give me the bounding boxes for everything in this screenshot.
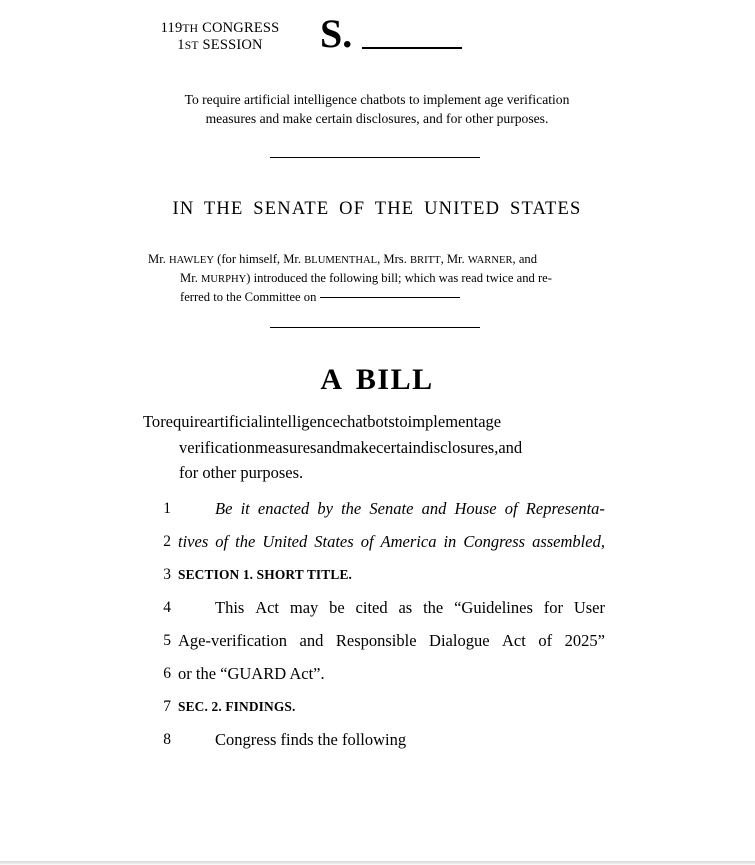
bill-body xyxy=(143,497,605,761)
line-text-short-title-3: or the “GUARD Act”. xyxy=(178,664,325,683)
section-heading-findings: SEC. 2. FINDINGS. xyxy=(178,699,296,714)
line-text-enacting-1: Be it enacted by the Senate and House of Representa- xyxy=(215,499,605,518)
purpose-line-2: measures and make certain disclosures, and for other purposes. xyxy=(205,110,549,126)
bill-line xyxy=(143,629,605,662)
sponsor-line-1 xyxy=(148,250,603,269)
line-text-short-title-2: Age-verification and Responsible Dialogue Act of 2025” xyxy=(178,631,605,650)
sponsor-text-5: ) introduced the following bill; which was read twice and re- xyxy=(246,271,552,286)
chamber-word-senate: SENATE xyxy=(253,199,330,219)
chamber-word-in: IN xyxy=(172,199,195,219)
session-line xyxy=(145,37,295,54)
purpose-line-1: To require artificial intelligence chatbots to implement age verification xyxy=(184,92,570,107)
session-number: 1 xyxy=(177,37,185,54)
line-number: 5 xyxy=(163,632,171,649)
session-ordinal-suffix: ST xyxy=(184,39,199,53)
sponsor-name-warner: WARNER xyxy=(467,255,513,266)
sponsor-name-blumenthal: BLUMENTHAL xyxy=(304,255,378,266)
sponsor-name-murphy: MURPHY xyxy=(201,274,247,286)
line-text-short-title-1: This Act may be cited as the “Guidelines for User xyxy=(215,598,605,617)
page-bottom-edge xyxy=(0,861,755,865)
sponsor-line-3 xyxy=(148,288,603,307)
sponsor-text-3: , Mr. xyxy=(440,252,468,266)
sponsor-text-4: , and xyxy=(512,252,538,266)
bill-purpose-line-2: verificationmeasuresandmakecertaindisclosures,and xyxy=(179,437,523,457)
bill-line xyxy=(143,662,605,695)
chamber-word-the-1: THE xyxy=(203,199,244,219)
sponsor-line-2 xyxy=(148,269,603,288)
horizontal-rule-lower xyxy=(270,327,480,328)
line-text-findings-intro: Congress finds the following xyxy=(215,730,407,749)
congress-ordinal-suffix: TH xyxy=(182,22,199,35)
line-number: 4 xyxy=(163,599,171,616)
chamber-word-of: OF xyxy=(339,199,366,219)
line-number: 8 xyxy=(163,731,171,748)
bill-line xyxy=(143,728,605,761)
bill-line xyxy=(143,497,605,530)
line-number: 3 xyxy=(163,566,171,583)
session-word: SESSION xyxy=(198,37,263,54)
line-number: 1 xyxy=(163,500,171,517)
bill-purpose-line-3: for other purposes. xyxy=(179,463,304,483)
bill-line xyxy=(143,695,605,728)
bill-line xyxy=(143,530,605,563)
bill-purpose-line-1: Torequireartificialintelligencechatbotstoimplementage xyxy=(143,412,502,431)
congress-session-block xyxy=(145,20,295,54)
masthead xyxy=(145,11,605,75)
committee-referral-text: ferred to the Committee on xyxy=(180,290,317,305)
senate-bill-prefix: S. xyxy=(320,11,353,56)
bill-number-blank-line[interactable] xyxy=(362,46,462,49)
section-heading-short-title: SECTION 1. SHORT TITLE. xyxy=(178,567,353,582)
chamber-word-states: STATES xyxy=(510,199,582,219)
bill-line xyxy=(143,596,605,629)
sponsor-text-2: , Mrs. xyxy=(377,252,410,266)
sponsor-name-hawley: HAWLEY xyxy=(169,255,214,266)
line-number: 6 xyxy=(163,665,171,682)
line-number: 2 xyxy=(163,533,171,550)
chamber-heading xyxy=(153,199,601,220)
chamber-word-united: UNITED xyxy=(424,199,501,219)
bill-title-heading: A BILL xyxy=(320,363,434,396)
horizontal-rule-upper xyxy=(270,157,480,158)
bill-line xyxy=(143,563,605,596)
chamber-word-the-2: THE xyxy=(374,199,415,219)
bill-purpose-paragraph xyxy=(143,409,603,486)
sponsor-prefix-hawley: Mr. xyxy=(148,252,169,266)
sponsor-name-britt: BRITT xyxy=(410,255,441,266)
line-text-enacting-2: tives of the United States of America in Congress assembled, xyxy=(178,532,605,551)
congress-number-line xyxy=(145,20,295,37)
sponsor-prefix-murphy: Mr. xyxy=(180,271,201,286)
line-number: 7 xyxy=(163,698,171,715)
congress-word: CONGRESS xyxy=(198,20,280,36)
purpose-statement xyxy=(153,91,601,129)
sponsor-text-1: (for himself, Mr. xyxy=(213,252,305,266)
congress-number: 119 xyxy=(160,20,183,36)
sponsor-block xyxy=(148,250,603,307)
committee-name-blank-line[interactable] xyxy=(320,296,460,298)
bill-designator xyxy=(320,11,605,56)
